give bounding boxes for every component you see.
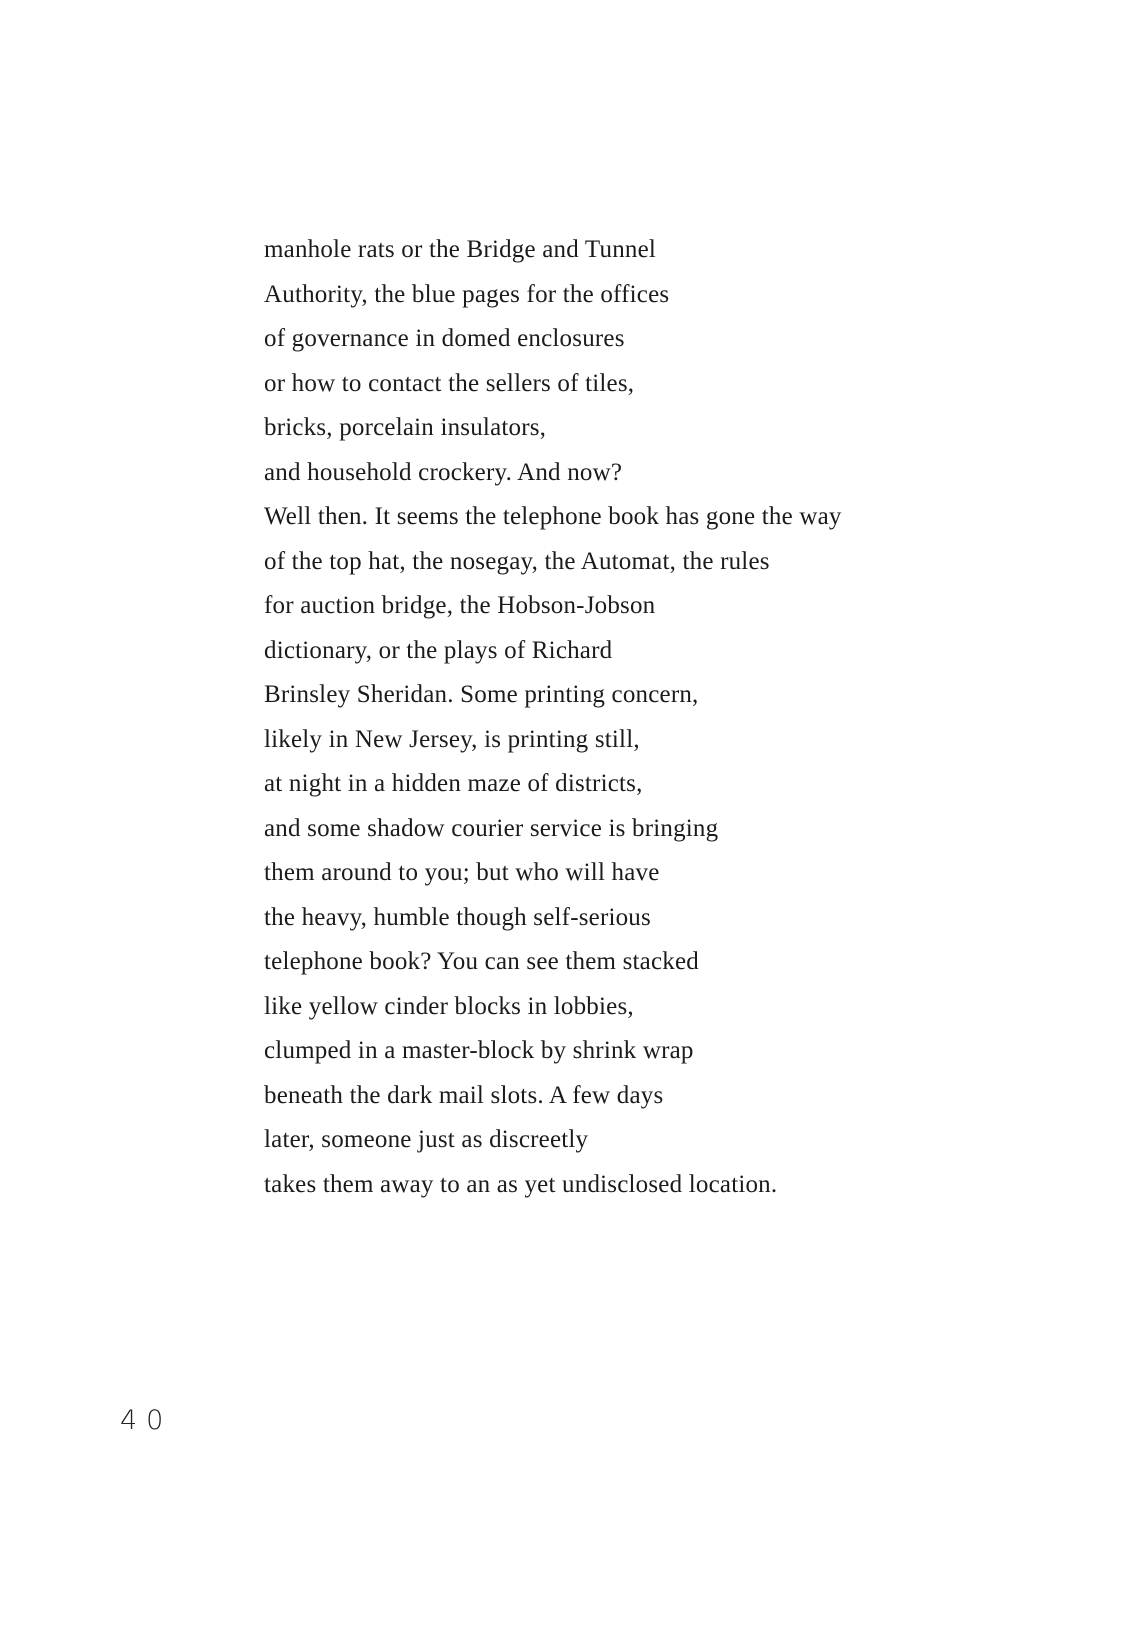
poem-line: manhole rats or the Bridge and Tunnel	[264, 236, 657, 263]
poem-line: for auction bridge, the Hobson-Jobson	[264, 592, 656, 619]
poem-line: dictionary, or the plays of Richard	[264, 636, 613, 664]
poem-line: bricks, porcelain insulators,	[264, 414, 547, 441]
poem-line: of the top hat, the nosegay, the Automat, the rules	[264, 547, 770, 575]
poem-line: likely in New Jersey, is printing still,	[264, 725, 640, 753]
poem-line: at night in a hidden maze of districts,	[264, 770, 643, 797]
poem-line: like yellow cinder blocks in lobbies,	[264, 992, 634, 1020]
poem-line: or how to contact the sellers of tiles,	[264, 369, 635, 397]
poem-line: takes them away to an as yet undisclosed location.	[264, 1170, 778, 1198]
poem-line: clumped in a master-block by shrink wrap	[264, 1037, 694, 1064]
poem-line: telephone book? You can see them stacked	[264, 948, 699, 975]
poem-line: Brinsley Sheridan. Some printing concern,	[264, 681, 699, 708]
poem-line: them around to you; but who will have	[264, 859, 660, 886]
poem-line: the heavy, humble though self-serious	[264, 903, 651, 931]
poem-text	[264, 228, 944, 1207]
page-number: 40	[120, 1405, 173, 1436]
poem-line: of governance in domed enclosures	[264, 325, 625, 352]
poem-line: and some shadow courier service is bringing	[264, 814, 719, 842]
poem-line: and household crockery. And now?	[264, 458, 623, 486]
poem-line: Authority, the blue pages for the offices	[264, 280, 670, 308]
poem-line: later, someone just as discreetly	[264, 1126, 589, 1153]
poem-line: Well then. It seems the telephone book has gone the way	[264, 503, 842, 530]
poem-line: beneath the dark mail slots. A few days	[264, 1081, 664, 1109]
